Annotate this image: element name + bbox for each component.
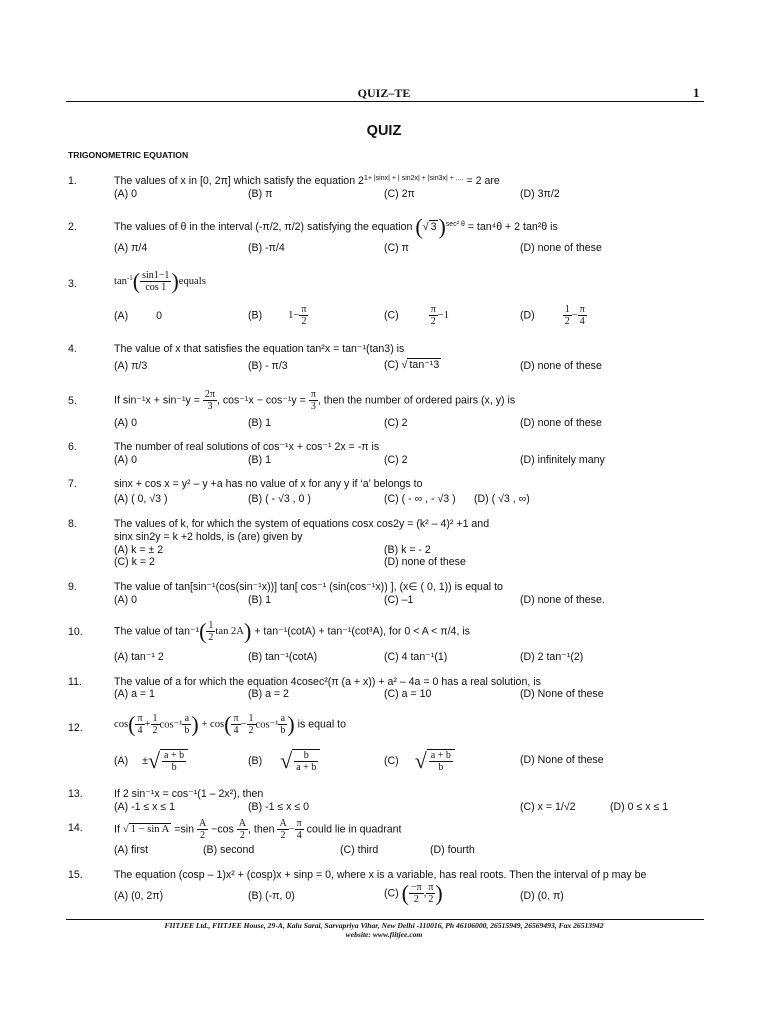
option-a: (A) -1 ≤ x ≤ 1 xyxy=(114,801,176,813)
option-a: (A) ( 0, √3 ) xyxy=(114,493,168,505)
question-stem: The values of θ in the interval (-π/2, π/2) satisfying the equation (√ 3)$^{sec^2 \theta}$ = tan⁴θ + 2 tan²θ is xyxy=(114,214,558,240)
option-c: (C) ( - ∞ , - √3 ) xyxy=(384,493,456,505)
question-number: 5. xyxy=(68,395,77,407)
option-b: (B) 1− $\frac{\pi}{2}$ xyxy=(248,304,307,327)
question-stem: If 2 sin⁻¹x = cos⁻¹(1 – 2x²), then xyxy=(114,788,264,800)
section-heading: TRIGONOMETRIC EQUATION xyxy=(68,150,189,160)
option-c: (C) 4 tan⁻¹(1) xyxy=(384,651,448,663)
option-a: (A) 0 xyxy=(114,454,137,466)
question-number: 13. xyxy=(68,788,83,800)
option-d: (D) 3π/2 xyxy=(520,188,560,200)
page-number: 1 xyxy=(693,85,700,100)
question-number: 8. xyxy=(68,518,77,530)
option-b: (B) √ $\frac{b}{a + b}$ xyxy=(248,749,320,773)
question-number: 9. xyxy=(68,581,77,593)
option-d: (D) $\frac{1}{2}$ − $\frac{\pi}{4}$ xyxy=(520,304,585,327)
option-a: (A) k = ± 2 xyxy=(114,544,164,556)
question-number: 11. xyxy=(68,676,82,688)
option-c: (C) –1 xyxy=(384,594,414,606)
option-c: (C) $\frac{\pi}{2}$ −1 xyxy=(384,304,450,327)
question-number: 10. xyxy=(68,626,83,638)
option-b: (B) -1 ≤ x ≤ 0 xyxy=(248,801,310,813)
option-a: (A) 0 xyxy=(114,594,137,606)
question-stem: The number of real solutions of cos⁻¹x + cos⁻¹ 2x = -π is xyxy=(114,441,380,453)
option-d: (D) none of these xyxy=(520,417,602,429)
question-stem: If √ 1 − sin A =sin $\frac{A}{2}$ −cos $\frac{A}{2}$ , then $\frac{A}{2}$ − $\frac{\pi}{4}$ could lie in quadrant xyxy=(114,818,402,841)
page-header-title: QUIZ–TE xyxy=(357,86,411,100)
option-b: (B) k = - 2 xyxy=(384,544,431,556)
option-b: (B) a = 2 xyxy=(248,688,289,700)
option-d: (D) none of these xyxy=(520,360,602,372)
option-c: (C) √ $\frac{a + b}{b}$ xyxy=(384,749,455,773)
option-a: (A) tan⁻¹ 2 xyxy=(114,651,164,663)
option-c: (C) π xyxy=(384,242,409,254)
question-number: 1. xyxy=(68,175,77,187)
option-a: (A) ±√ $\frac{a + b}{b}$ xyxy=(114,749,188,773)
option-b: (B) 1 xyxy=(248,454,271,466)
question-stem-line2: sinx sin2y = k +2 holds, is (are) given by xyxy=(114,531,303,543)
footer-address: FIITJEE Ltd., FIITJEE House, 29-A, Kalu Sarai, Sarvapriya Vihar, New Delhi -110016, Ph 46106000, 26515949, 26569493, Fax 26513942 xyxy=(164,921,604,930)
option-a: (A) (0, 2π) xyxy=(114,890,164,902)
option-a: (A) 0 xyxy=(114,188,137,200)
option-d: (D) infinitely many xyxy=(520,454,605,466)
question-number: 14. xyxy=(68,822,83,834)
option-d: (D) 0 ≤ x ≤ 1 xyxy=(610,801,669,813)
option-a: (A) π/4 xyxy=(114,242,148,254)
option-b: (B) 1 xyxy=(248,594,271,606)
question-number: 6. xyxy=(68,441,77,453)
quiz-title: QUIZ xyxy=(366,123,402,139)
option-c: (C) 2 xyxy=(384,454,408,466)
question-stem: The value of tan[sin⁻¹(cos(sin⁻¹x))] tan[ cos⁻¹ (sin(cos⁻¹x)) ], (x∈ ( 0, 1)) is equal to xyxy=(114,581,503,593)
option-a: (A) 0 xyxy=(114,417,137,429)
option-d: (D) none of these xyxy=(384,556,466,568)
question-stem: If sin⁻¹x + sin⁻¹y = $\frac{2\pi}{3}$ , cos⁻¹x − cos⁻¹y = $\frac{\pi}{3}$ , then the number of ordered pairs (x, y) is xyxy=(114,389,516,412)
question-stem: The values of k, for which the system of equations cosx cos2y = (k² – 4)² +1 and xyxy=(114,518,490,530)
option-c: (C) x = 1/√2 xyxy=(520,801,576,813)
option-c: (C) 2π xyxy=(384,188,415,200)
question-stem: The value of x that satisfies the equation tan²x = tan⁻¹(tan3) is xyxy=(114,343,405,355)
option-b: (B) ( - √3 , 0 ) xyxy=(248,493,311,505)
question-stem: The value of tan⁻¹( $\frac{1}{2}$ tan 2A) + tan⁻¹(cotA) + tan⁻¹(cot³A), for 0 < A < π/4, is xyxy=(114,618,470,644)
option-d: (D) ( √3 , ∞) xyxy=(474,493,530,505)
footer-website: website: www.fiitjee.com xyxy=(345,930,423,939)
option-b: (B) -π/4 xyxy=(248,242,285,254)
question-number: 7. xyxy=(68,478,77,490)
option-a: (A) π/3 xyxy=(114,360,148,372)
question-number: 4. xyxy=(68,343,77,355)
question-stem: The values of x in [0, 2π] which satisfy the equation $2^{1+ |sinx| + | sin2x| + |sin3x| + ....} = 2$ are xyxy=(114,175,500,187)
question-stem: cos( $\frac{\pi}{4}$ + $\frac{1}{2}$ cos⁻¹ $\frac{a}{b}$ ) + cos( $\frac{\pi}{4}$ − $\frac{1}{2}$ cos⁻¹ $\frac{a}{b}$ ) is equal to xyxy=(114,711,346,737)
question-stem: The value of a for which the equation 4cosec²(π (a + x)) + a² – 4a = 0 has a real solution, is xyxy=(114,676,541,688)
option-c: (C) a = 10 xyxy=(384,688,432,700)
option-d: (D) none of these. xyxy=(520,594,605,606)
option-d: (D) (0, π) xyxy=(520,890,564,902)
question-stem: $\tan^{-1}$( $\frac{\sin 1-1}{\cos 1}$ )equals xyxy=(114,268,206,294)
option-b: (B) tan⁻¹(cotA) xyxy=(248,651,318,663)
option-a: (A) 0 xyxy=(114,310,163,322)
option-b: (B) (-π, 0) xyxy=(248,890,295,902)
question-number: 15. xyxy=(68,869,83,881)
option-d: (D) none of these xyxy=(520,242,602,254)
option-a: (A) a = 1 xyxy=(114,688,155,700)
header-divider xyxy=(66,101,704,102)
option-c: (C) √ tan⁻¹3 xyxy=(384,359,440,371)
option-d: (D) None of these xyxy=(520,688,604,700)
option-b: (B) π xyxy=(248,188,273,200)
question-stem: The equation (cosp – 1)x² + (cosp)x + sinp = 0, where x is a variable, has real roots. Then the interval of p may be xyxy=(114,869,647,881)
footer-divider xyxy=(66,919,704,920)
option-c: (C) 2 xyxy=(384,417,408,429)
option-b: (B) second xyxy=(203,844,255,856)
option-c: (C) k = 2 xyxy=(114,556,155,568)
option-a: (A) first xyxy=(114,844,149,856)
option-c: (C) ( $\frac{-\pi}{2}$ , $\frac{\pi}{2}$ ) xyxy=(384,880,443,906)
question-number: 2. xyxy=(68,221,77,233)
question-stem: sinx + cos x = y² – y +a has no value of x for any y if ‘a’ belongs to xyxy=(114,478,423,490)
option-d: (D) None of these xyxy=(520,754,604,766)
option-b: (B) 1 xyxy=(248,417,271,429)
question-number: 12. xyxy=(68,722,83,734)
question-number: 3. xyxy=(68,278,77,290)
option-c: (C) third xyxy=(340,844,379,856)
option-d: (D) 2 tan⁻¹(2) xyxy=(520,651,584,663)
option-b: (B) - π/3 xyxy=(248,360,288,372)
option-d: (D) fourth xyxy=(430,844,475,856)
